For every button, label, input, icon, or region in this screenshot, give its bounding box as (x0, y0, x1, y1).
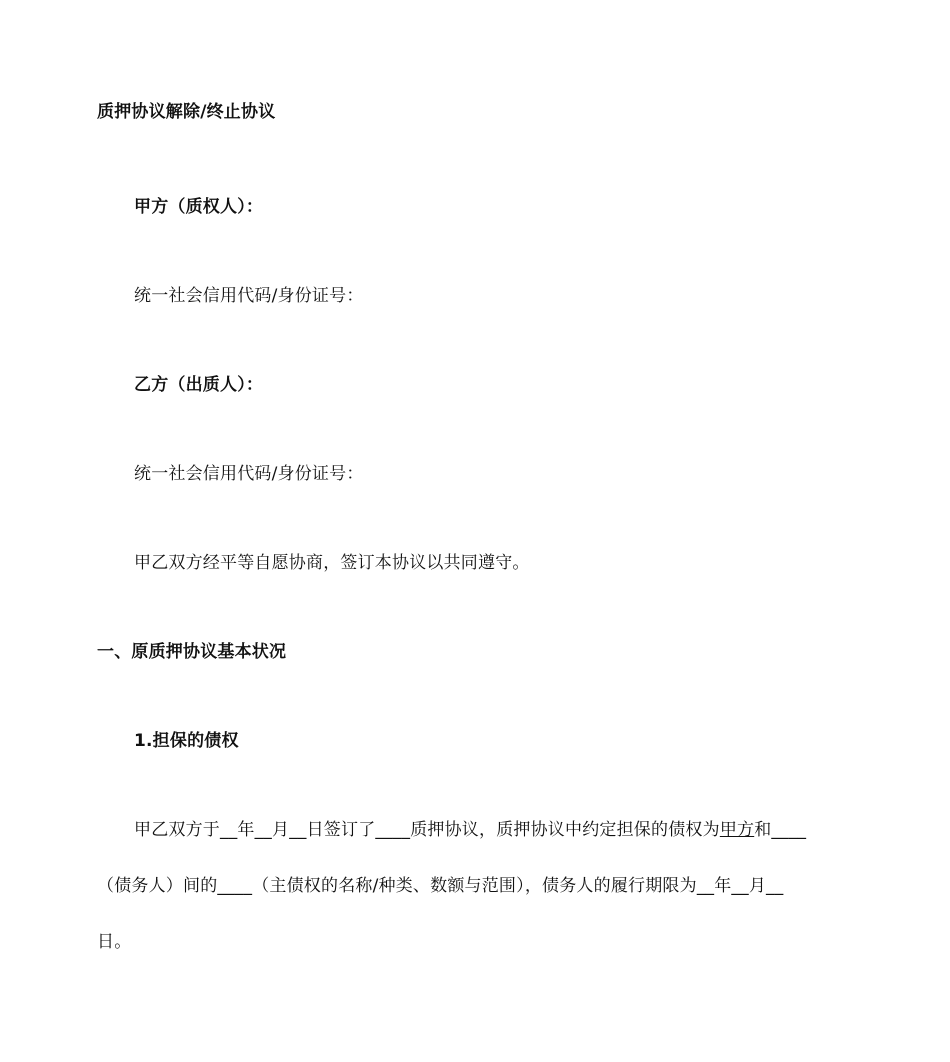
party-a-label: 甲方（质权人）： (134, 197, 264, 217)
document-title: 质押协议解除/终止协议 (97, 102, 276, 122)
party-b-label: 乙方（出质人）： (134, 375, 264, 395)
underlined-party-text: 甲方 (719, 820, 755, 840)
party-a-id-line: 统一社会信用代码/身份证号： (134, 286, 364, 306)
subsection-heading: 1.担保的债权 (134, 731, 239, 751)
body-paragraph-line-2: （债务人）间的____（主债权的名称/种类、数额与范围），债务人的履行期限为__年__月__ (97, 876, 784, 896)
body-paragraph-line-1 (134, 818, 806, 842)
section-heading: 一、原质押协议基本状况 (97, 642, 287, 662)
intro-paragraph: 甲乙双方经平等自愿协商，签订本协议以共同遵守。 (134, 553, 530, 573)
body-paragraph-line-3: 日。 (97, 932, 132, 952)
body-text-part-2: 和____ (754, 820, 807, 840)
party-b-id-line: 统一社会信用代码/身份证号： (134, 464, 364, 484)
body-text-part-1: 甲乙双方于__年__月__日签订了____质押协议，质押协议中约定担保的债权为 (134, 820, 720, 840)
